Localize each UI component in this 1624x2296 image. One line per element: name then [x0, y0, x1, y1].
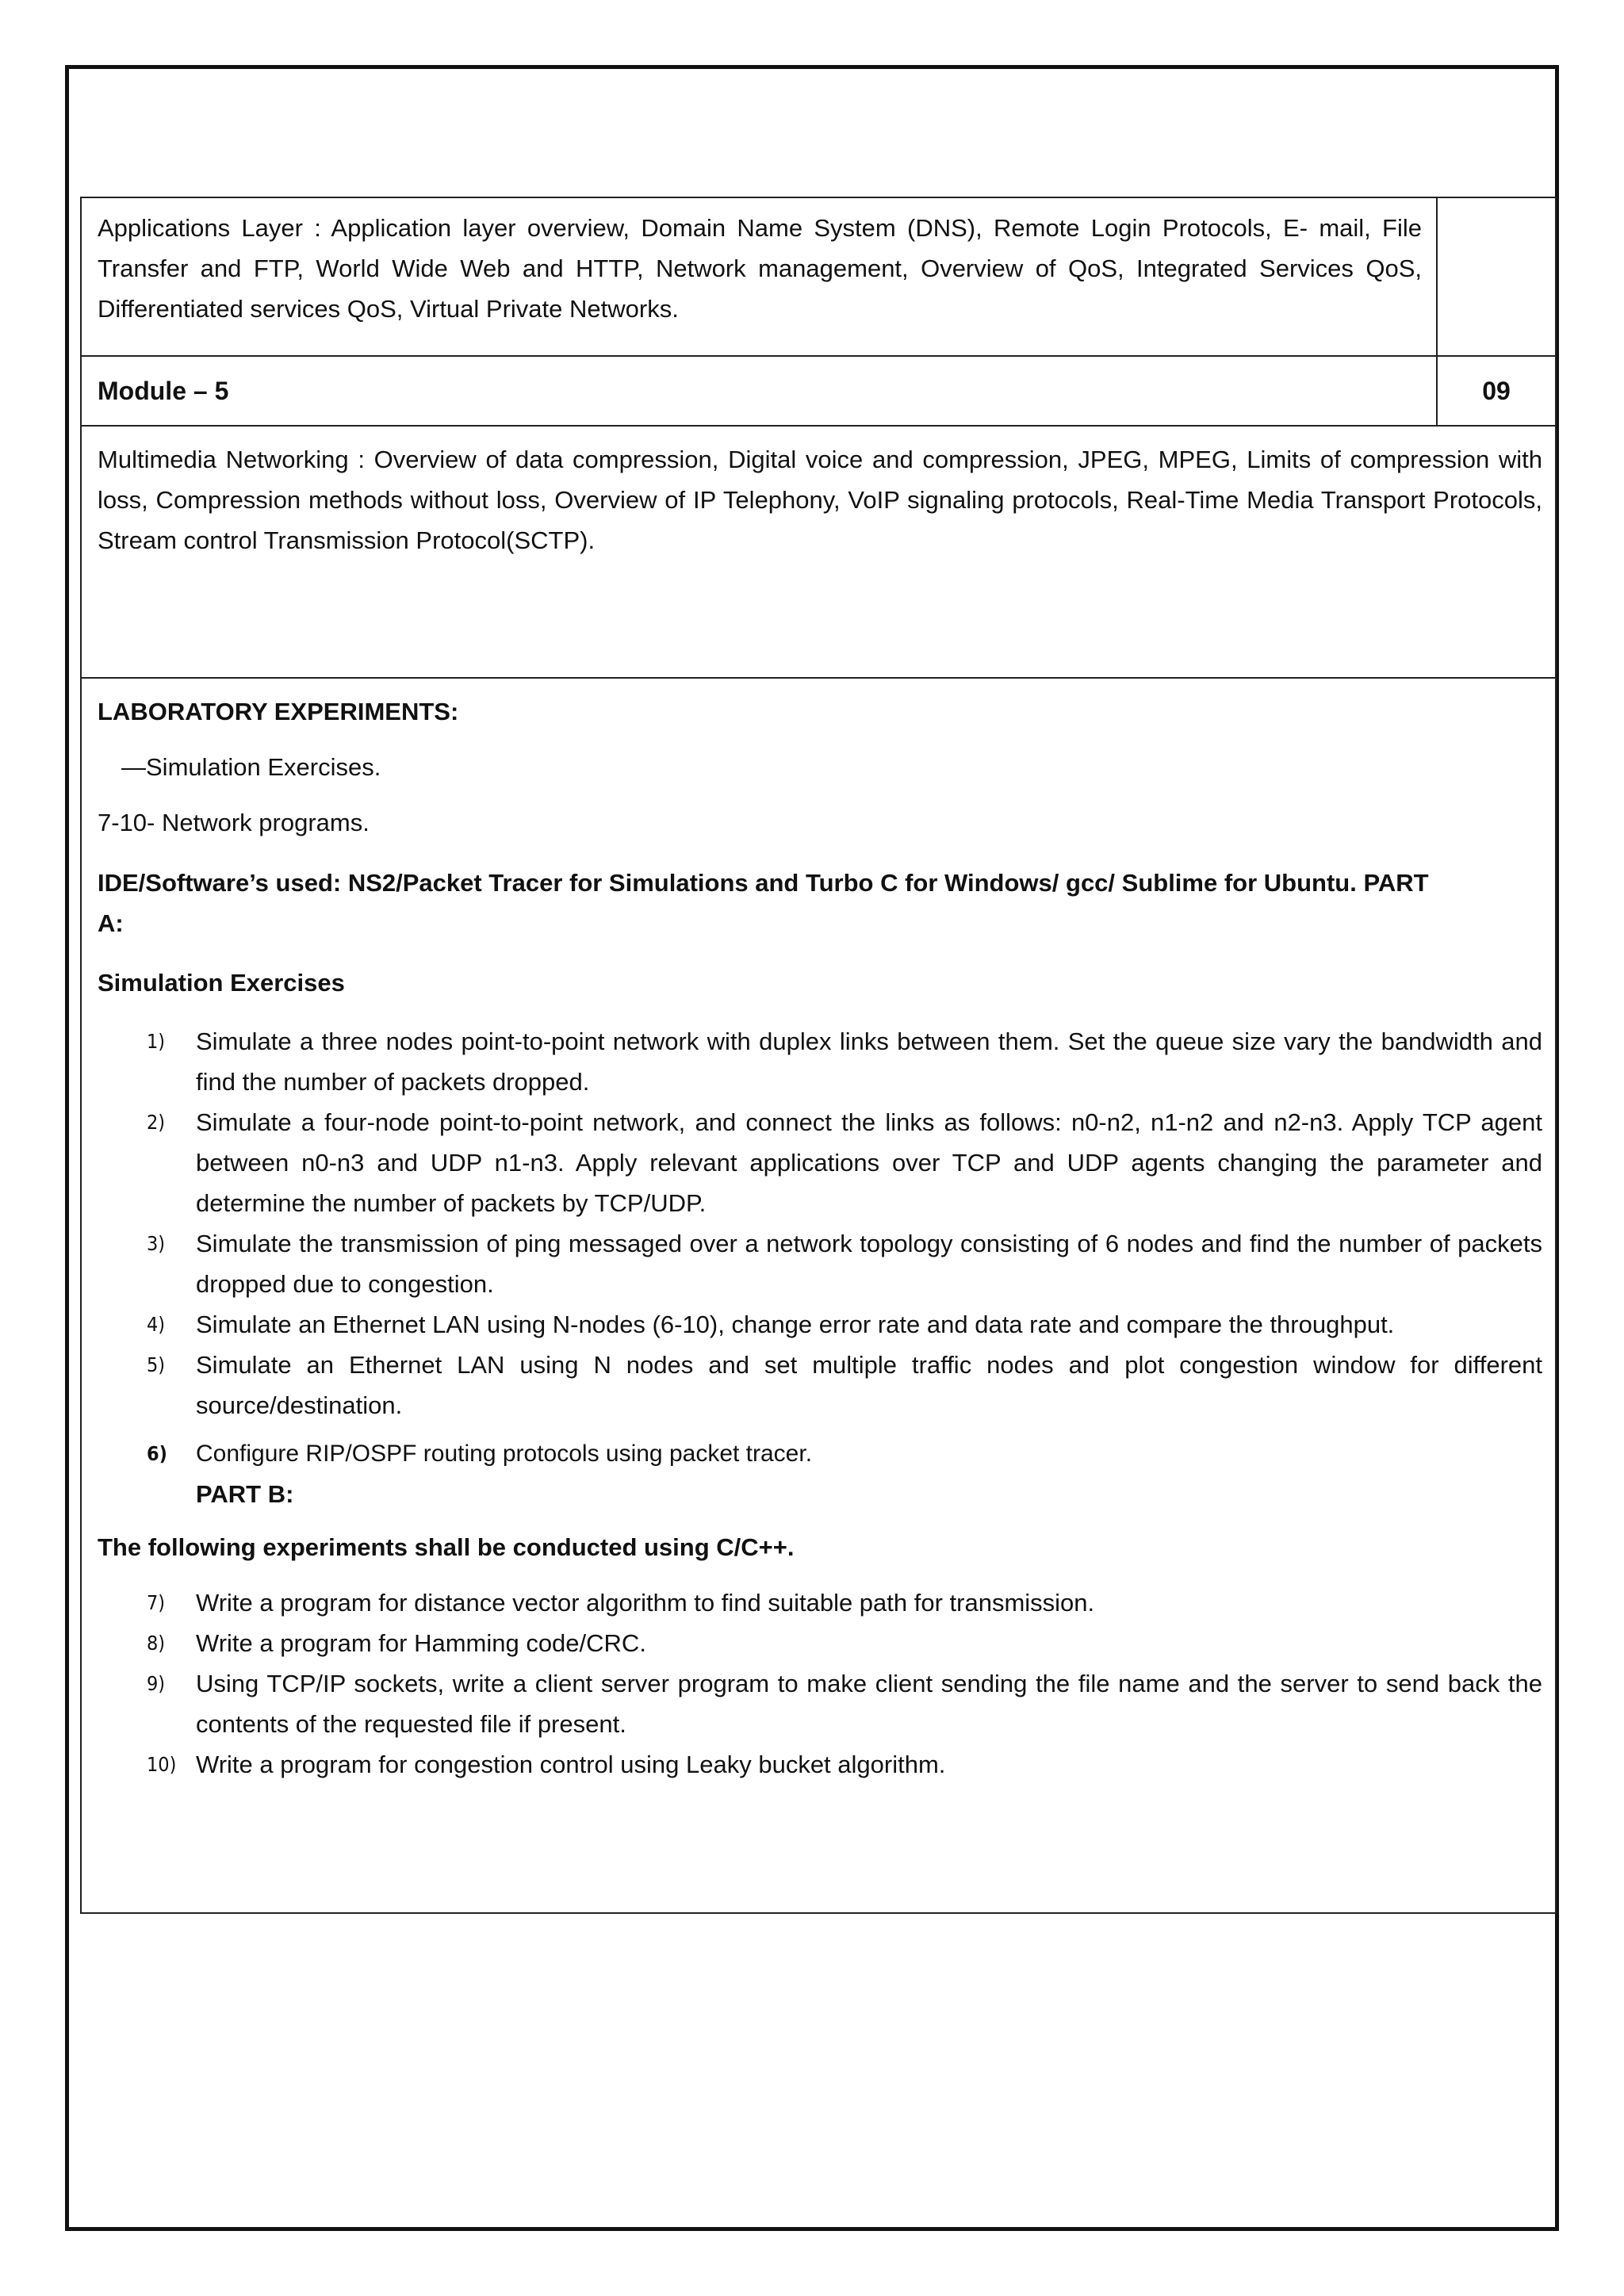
lab-ide-line-2: A:	[98, 909, 124, 937]
laboratory-row	[82, 679, 1555, 1914]
list-item: 2) Simulate a four-node point-to-point network, and connect the links as follows: n0-n2, n1-n2 and n2-n3. Apply TCP agent between n0-n3 and UDP n1-n3. Apply relevant applications over TCP and UDP agents changing the parameter and determine the number of packets by TCP/UDP.	[147, 1108, 1542, 1217]
applications-layer-cell	[82, 198, 1436, 355]
part-b-list	[98, 1582, 1542, 1785]
simulation-exercises-heading: Simulation Exercises	[98, 969, 345, 997]
part-b-heading: PART B:	[196, 1480, 294, 1508]
syllabus-table	[80, 197, 1557, 1914]
list-item: 8) Write a program for Hamming code/CRC.	[147, 1629, 646, 1657]
module-5-content-cell	[82, 427, 1555, 677]
module-5-header-row	[82, 357, 1555, 427]
list-item: 3) Simulate the transmission of ping messaged over a network topology consisting of 6 nodes and find the number of packets dropped due to congestion.	[147, 1230, 1542, 1298]
list-item: 9) Using TCP/IP sockets, write a client server program to make client sending the file name and the server to send back the contents of the requested file if present.	[147, 1670, 1542, 1738]
part-a-list	[98, 1021, 1542, 1474]
module-5-text: Multimedia Networking : Overview of data compression, Digital voice and compression, JPEG, MPEG, Limits of compression with loss, Compression methods without loss, Overview of IP Telephony, VoIP signaling protocols, Real-Time Media Transport Protocols, Stream control Transmission Protocol(SCTP).	[98, 446, 1542, 554]
module-5-hours: 09	[1436, 357, 1555, 425]
lab-heading: LABORATORY EXPERIMENTS:	[98, 698, 459, 725]
applications-layer-text: Applications Layer : Application layer overview, Domain Name System (DNS), Remote Login Protocols, E- mail, File Transfer and FTP, World Wide Web and HTTP, Network management, Overview of QoS, Integrated Services QoS, Differentiated services QoS, Virtual Private Networks.	[98, 214, 1422, 323]
lab-ide-line: IDE/Software’s used: NS2/Packet Tracer for Simulations and Turbo C for Windows/ gcc/ Sublime for Ubuntu. PART	[98, 869, 1429, 897]
list-item: 4) Simulate an Ethernet LAN using N-nodes (6-10), change error rate and data rate and compare the throughput.	[147, 1311, 1395, 1338]
list-item: 5) Simulate an Ethernet LAN using N nodes and set multiple traffic nodes and plot congestion window for different source/destination.	[147, 1351, 1542, 1419]
part-b-intro: The following experiments shall be conducted using C/C++.	[98, 1533, 795, 1561]
list-item: 1) Simulate a three nodes point-to-point network with duplex links between them. Set the queue size vary the bandwidth and find the number of packets dropped.	[147, 1027, 1542, 1096]
applications-layer-hours-cell	[1436, 198, 1555, 355]
applications-layer-row	[82, 198, 1555, 357]
list-item: 6) Configure RIP/OSPF routing protocols using packet tracer.	[147, 1441, 813, 1467]
module-5-title: Module – 5	[98, 376, 229, 405]
module-5-content-row	[82, 427, 1555, 679]
laboratory-cell	[82, 679, 1555, 1912]
lab-simulation-line: —Simulation Exercises.	[121, 753, 381, 781]
lab-network-line: 7-10- Network programs.	[98, 809, 370, 836]
list-item: 7) Write a program for distance vector algorithm to find suitable path for transmission.	[147, 1589, 1095, 1617]
list-item: 10) Write a program for congestion control using Leaky bucket algorithm.	[147, 1751, 946, 1778]
